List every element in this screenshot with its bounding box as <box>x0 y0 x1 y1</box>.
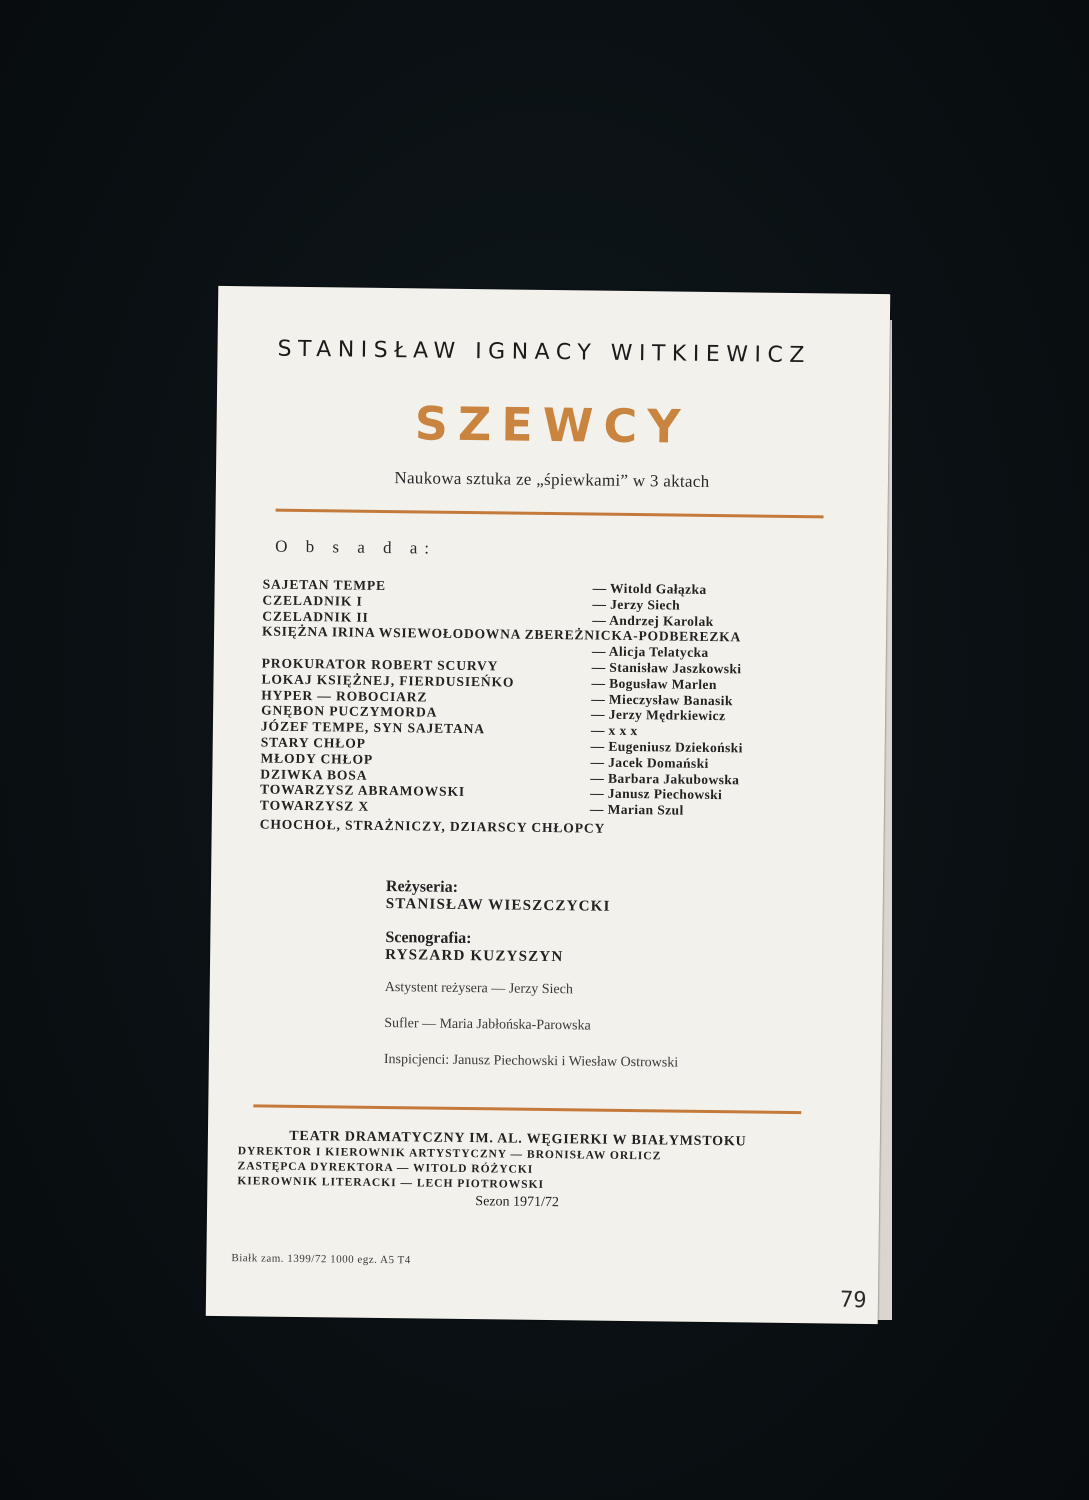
cast-actor: — Jacek Domański <box>590 754 709 771</box>
theatre-name: TEATR DRAMATYCZNY IM. AL. WĘGIERKI W BIAŁYMSTOKU <box>289 1128 747 1150</box>
director-name: STANISŁAW WIESZCZYCKI <box>385 896 611 915</box>
cast-actor: — Marian Szul <box>589 801 684 818</box>
cast-role: SAJETAN TEMPE <box>262 576 387 594</box>
cast-actor: — Mieczysław Banasik <box>591 691 733 708</box>
cast-role: KSIĘŻNA IRINA WSIEWOŁODOWNA ZBEREŻNICKA-PODBEREZKA <box>262 623 742 645</box>
scenographer-name: RYSZARD KUZYSZYN <box>385 947 564 966</box>
cast-role: LOKAJ KSIĘŻNEJ, FIERDUSIEŃKO <box>261 671 515 690</box>
cast-actor: — Jerzy Siech <box>592 596 681 613</box>
cast-actor: — x x x <box>590 722 638 739</box>
cast-actor: — Eugeniusz Dziekoński <box>590 738 743 756</box>
programme-page <box>206 286 891 1324</box>
stage-managers: Inspicjenci: Janusz Piechowski i Wiesław Ostrowski <box>383 1052 679 1071</box>
handwritten-page-number: 79 <box>839 1287 867 1314</box>
cast-role: JÓZEF TEMPE, SYN SAJETANA <box>260 718 486 737</box>
cast-actor: — Jerzy Mędrkiewicz <box>591 706 726 724</box>
cast-role: GNĘBON PUCZYMORDA <box>261 702 438 721</box>
cast-role: CZELADNIK II <box>262 608 369 625</box>
theatre-director: DYREKTOR I KIEROWNIK ARTYSTYCZNY — BRONISŁAW ORLICZ <box>237 1145 662 1163</box>
season: Sezon 1971/72 <box>475 1194 560 1211</box>
prompter: Sufler — Maria Jabłońska-Parowska <box>384 1016 591 1034</box>
credits-block <box>384 878 827 1093</box>
theatre-literary: KIEROWNIK LITERACKI — LECH PIOTROWSKI <box>237 1175 545 1191</box>
ensemble-line: CHOCHOŁ, STRAŻNICZY, DZIARSCY CHŁOPCY <box>259 816 606 836</box>
play-subtitle: Naukowa sztuka ze „śpiewkami” w 3 aktach <box>394 468 710 491</box>
cast-role: DZIWKA BOSA <box>260 766 368 783</box>
cast-role: TOWARZYSZ X <box>259 797 370 814</box>
cast-actor: — Witold Gałązka <box>592 580 707 597</box>
bottom-divider <box>253 1104 801 1114</box>
scenography-label: Scenografia: <box>385 929 472 948</box>
cast-role: PROKURATOR ROBERT SCURVY <box>261 655 499 674</box>
cast-list <box>260 576 823 820</box>
cast-actor: — Stanisław Jaszkowski <box>591 659 742 677</box>
cast-role: HYPER — ROBOCIARZ <box>261 687 428 705</box>
cast-actor: — Janusz Piechowski <box>590 785 723 803</box>
author-name: STANISŁAW IGNACY WITKIEWICZ <box>277 336 812 369</box>
cast-role: TOWARZYSZ ABRAMOWSKI <box>260 781 466 800</box>
cast-role: MŁODY CHŁOP <box>260 750 374 767</box>
theatre-block <box>237 1128 798 1214</box>
cast-actor: — Andrzej Karolak <box>592 612 714 629</box>
cast-role: CZELADNIK I <box>262 592 363 609</box>
cast-actor: — Bogusław Marlen <box>591 675 717 692</box>
cast-actor: — Alicja Telatycka <box>591 643 709 661</box>
assistant-director: Astystent reżysera — Jerzy Siech <box>384 980 574 998</box>
direction-label: Reżyseria: <box>385 878 459 896</box>
theatre-deputy: ZASTĘPCA DYREKTORA — WITOLD RÓŻYCKI <box>237 1160 534 1176</box>
printer-imprint: Białk zam. 1399/72 1000 egz. A5 T4 <box>231 1252 411 1267</box>
play-title: SZEWCY <box>414 396 691 454</box>
cast-actor: — Barbara Jakubowska <box>590 770 740 787</box>
cast-heading: O b s a d a: <box>275 536 437 558</box>
top-divider <box>276 509 824 519</box>
cast-role: STARY CHŁOP <box>260 734 366 751</box>
